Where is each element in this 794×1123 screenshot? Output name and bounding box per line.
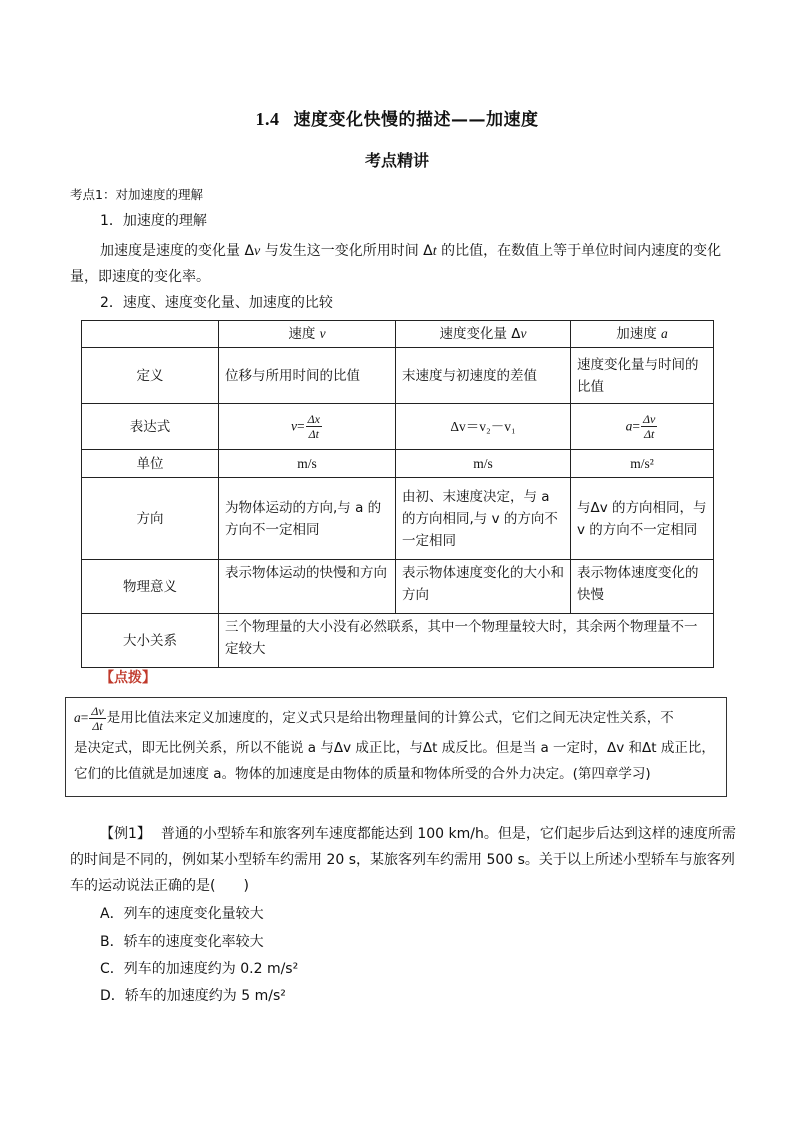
header-delta-symbol: v [520, 326, 527, 341]
row-label-definition: 定义 [82, 348, 219, 404]
expr-a-lhs: a [625, 418, 633, 434]
tip-formula-fraction [89, 705, 105, 732]
kaodian-heading: 考点1：对加速度的理解 [70, 187, 203, 202]
cell-dir-acceleration: 与Δv 的方向相同，与 v 的方向不一定相同 [571, 478, 714, 560]
cell-dir-delta-v: 由初、末速度决定，与 a 的方向相同,与 v 的方向不一定相同 [396, 478, 571, 560]
row-label-unit: 单位 [82, 450, 219, 478]
para1-text-a: 加速度是速度的变化量 Δ [100, 243, 255, 259]
header-acc-symbol: a [661, 326, 668, 341]
cell-dir-velocity: 为物体运动的方向,与 a 的方向不一定相同 [219, 478, 396, 560]
table-header-velocity [219, 321, 396, 348]
row-label-meaning: 物理意义 [82, 560, 219, 614]
example-line1-text: 普通的小型轿车和旅客列车速度都能达到 100 km/h。但是，它们起步后达到这样的速度所需 [160, 826, 736, 842]
cell-def-acceleration: 速度变化量与时间的比值 [571, 348, 714, 404]
tip-formula-num: Δv [91, 703, 104, 718]
header-velocity-label: 速度 [288, 326, 320, 342]
para1-sym-t: t [432, 244, 437, 259]
table-row-meaning [82, 560, 714, 614]
table-header-row [82, 321, 714, 348]
header-delta-label: 速度变化量 Δ [439, 326, 521, 342]
cell-size-relation: 三个物理量的大小没有必然联系，其中一个物理量较大时，其余两个物理量不一定较大 [219, 614, 714, 668]
example-line3: 车的运动说法正确的是( ) [70, 878, 249, 894]
item2-heading: 2．速度、速度变化量、加速度的比较 [100, 295, 333, 311]
cell-unit-acceleration: m/s² [571, 450, 714, 478]
option-c: C．列车的加速度约为 0.2 m/s² [100, 961, 299, 977]
cell-meaning-velocity: 表示物体运动的快慢和方向 [219, 560, 396, 614]
cell-unit-velocity: m/s [219, 450, 396, 478]
header-acc-label: 加速度 [616, 326, 662, 342]
cell-unit-delta-v: m/s [396, 450, 571, 478]
para1-sym-v: v [254, 244, 261, 259]
para1-line2: 量，即速度的变化率。 [70, 269, 210, 285]
expr-a-fraction [641, 413, 657, 440]
cell-expr-acceleration [571, 404, 714, 450]
table-row-size [82, 614, 714, 668]
tip-line2: 是决定式，即无比例关系，所以不能说 a 与Δv 成正比，与Δt 成反比。但是当 a 一定时，Δv 和Δt 成正比， [74, 740, 715, 756]
cell-meaning-delta-v: 表示物体速度变化的大小和方向 [396, 560, 571, 614]
expr-v-fraction [306, 413, 322, 440]
tip-line1 [74, 703, 718, 733]
page-subtitle: 考点精讲 [364, 151, 429, 170]
expr-v-eq: = [297, 418, 305, 434]
title-text: 速度变化快慢的描述——加速度 [293, 110, 539, 130]
option-a: A．列车的速度变化量较大 [100, 906, 264, 922]
item1-heading: 1．加速度的理解 [100, 213, 207, 229]
row-label-direction: 方向 [82, 478, 219, 560]
cell-def-delta-v: 末速度与初速度的差值 [396, 348, 571, 404]
header-velocity-symbol: v [319, 326, 326, 341]
cell-meaning-acceleration: 表示物体速度变化的快慢 [571, 560, 714, 614]
table-header-empty [82, 321, 219, 348]
example-tag: 【例1】 [100, 826, 151, 842]
table-row-definition [82, 348, 714, 404]
para1-line1 [100, 240, 721, 263]
tip-formula-eq: = [80, 710, 89, 725]
tip-line1-text: 是用比值法来定义加速度的，定义式只是给出物理量间的计算公式，它们之间无决定性关系，不 [106, 710, 674, 726]
comparison-table [81, 320, 714, 668]
expr-a-eq: = [632, 418, 640, 434]
cell-expr-velocity [219, 404, 396, 450]
row-label-expression: 表达式 [82, 404, 219, 450]
expr-v-lhs: v [291, 418, 297, 434]
table-header-delta-v [396, 321, 571, 348]
row-label-size: 大小关系 [82, 614, 219, 668]
tip-formula-lhs: a [74, 710, 81, 725]
section-number: 1.4 [255, 109, 280, 129]
tip-label: 【点拨】 [100, 670, 156, 686]
expr-v-num: Δx [307, 412, 320, 426]
table-row-direction [82, 478, 714, 560]
expr-a-num: Δv [643, 412, 656, 426]
example-line1 [100, 823, 736, 845]
cell-def-velocity: 位移与所用时间的比值 [219, 348, 396, 404]
option-d: D．轿车的加速度约为 5 m/s² [100, 988, 286, 1004]
example-line2: 的时间是不同的，例如某小型轿车约需用 20 s，某旅客列车约需用 500 s。关于以上所述小型轿车与旅客列 [70, 852, 735, 868]
page-title [0, 105, 794, 130]
table-header-acceleration [571, 321, 714, 348]
para1-text-b: 与发生这一变化所用时间 Δ [260, 243, 433, 259]
table-row-unit [82, 450, 714, 478]
expr-a-den: Δt [643, 427, 655, 441]
expr-v-den: Δt [308, 427, 319, 441]
cell-expr-delta-v: Δv＝v₂－v₁ [396, 404, 571, 450]
tip-line3: 它们的比值就是加速度 a。物体的加速度是由物体的质量和物体所受的合外力决定。(第四章学习) [74, 766, 651, 782]
option-b: B．轿车的速度变化率较大 [100, 934, 264, 950]
para1-text-c: 的比值，在数值上等于单位时间内速度的变化 [436, 243, 722, 259]
tip-box [65, 697, 727, 797]
tip-formula-den: Δt [92, 718, 103, 733]
table-row-expression [82, 404, 714, 450]
